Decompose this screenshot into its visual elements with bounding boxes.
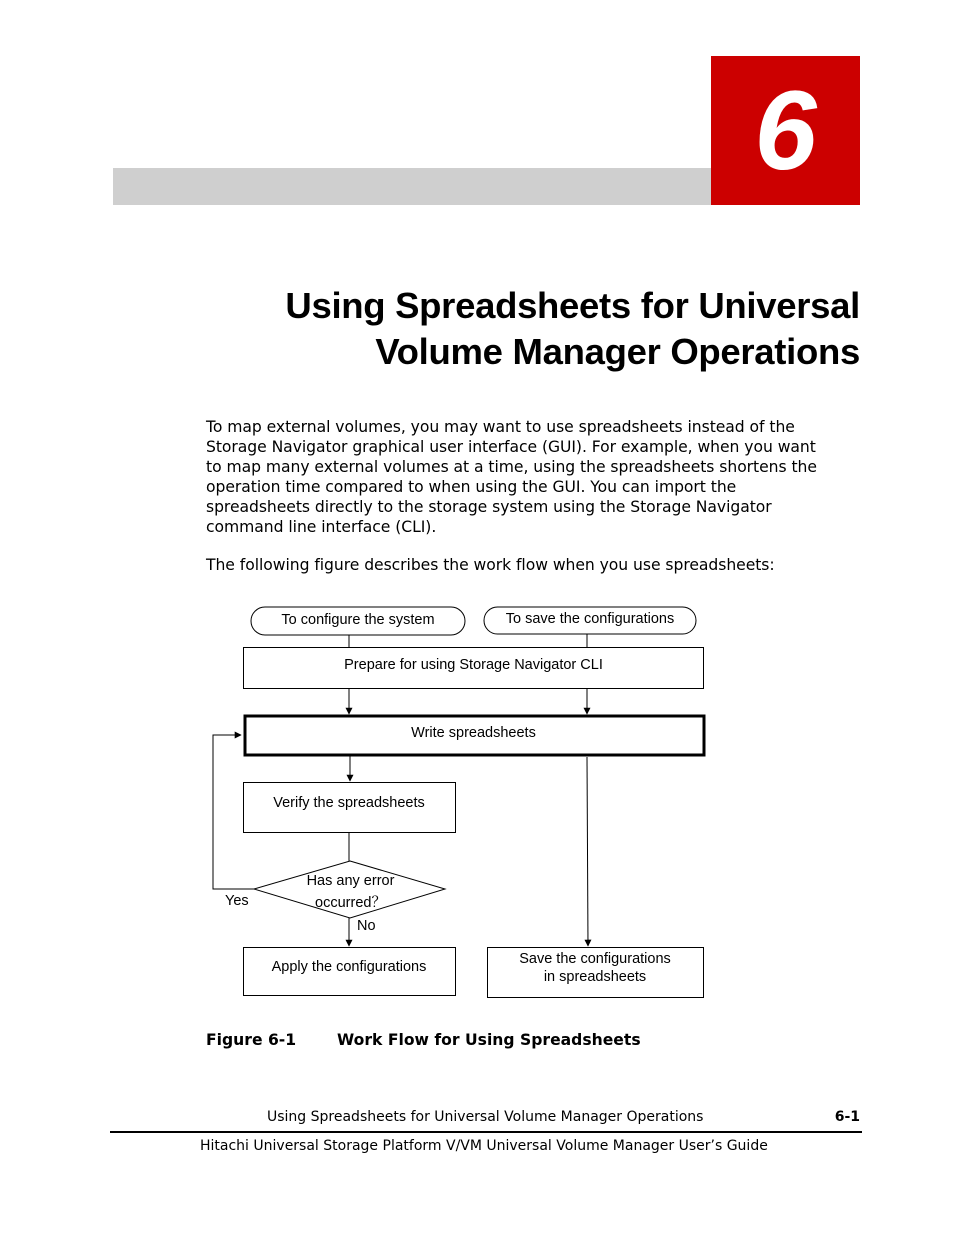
verify-label: Verify the spreadsheets [273, 795, 425, 811]
save-label-line-2: in spreadsheets [543, 969, 647, 985]
chapter-number: 6 [754, 68, 817, 193]
footer-guide-title: Hitachi Universal Storage Platform V/VM Universal Volume Manager User’s Guide [200, 1138, 768, 1154]
intro-line: Storage Navigator graphical user interface (GUI). For example, when you want [206, 438, 816, 456]
footer-divider [110, 1131, 862, 1133]
arrow-write-to-save [587, 757, 588, 946]
figure-lead-text: The following figure describes the work flow when you use spreadsheets: [206, 556, 775, 574]
footer-page-number: 6-1 [834, 1109, 860, 1125]
yes-label: Yes [225, 893, 249, 909]
write-label: Write spreadsheets [411, 725, 536, 741]
intro-line: operation time compared to when using the GUI. You can import the [206, 478, 737, 496]
intro-line: command line interface (CLI). [206, 518, 437, 536]
figure-caption: Work Flow for Using Spreadsheets [337, 1031, 641, 1049]
save-label-line-1: Save the configurations [519, 951, 671, 967]
start-configure-label: To configure the system [281, 612, 435, 628]
intro-line: To map external volumes, you may want to use spreadsheets instead of the [206, 418, 795, 436]
footer-section-title: Using Spreadsheets for Universal Volume Manager Operations [267, 1109, 704, 1125]
decision-label-line-1: Has any error [306, 873, 395, 889]
apply-label: Apply the configurations [271, 959, 427, 975]
prepare-label: Prepare for using Storage Navigator CLI [344, 657, 603, 673]
start-save-label: To save the configurations [505, 611, 675, 627]
intro-line: spreadsheets directly to the storage system using the Storage Navigator [206, 498, 772, 516]
title-line-2: Volume Manager Operations [375, 331, 860, 372]
no-label: No [357, 918, 376, 934]
decision-label-line-2: occurred？ [315, 895, 386, 911]
figure-number: Figure 6-1 [206, 1031, 297, 1049]
intro-line: to map many external volumes at a time, using the spreadsheets shortens the [206, 458, 817, 476]
title-line-1: Using Spreadsheets for Universal [285, 285, 860, 326]
